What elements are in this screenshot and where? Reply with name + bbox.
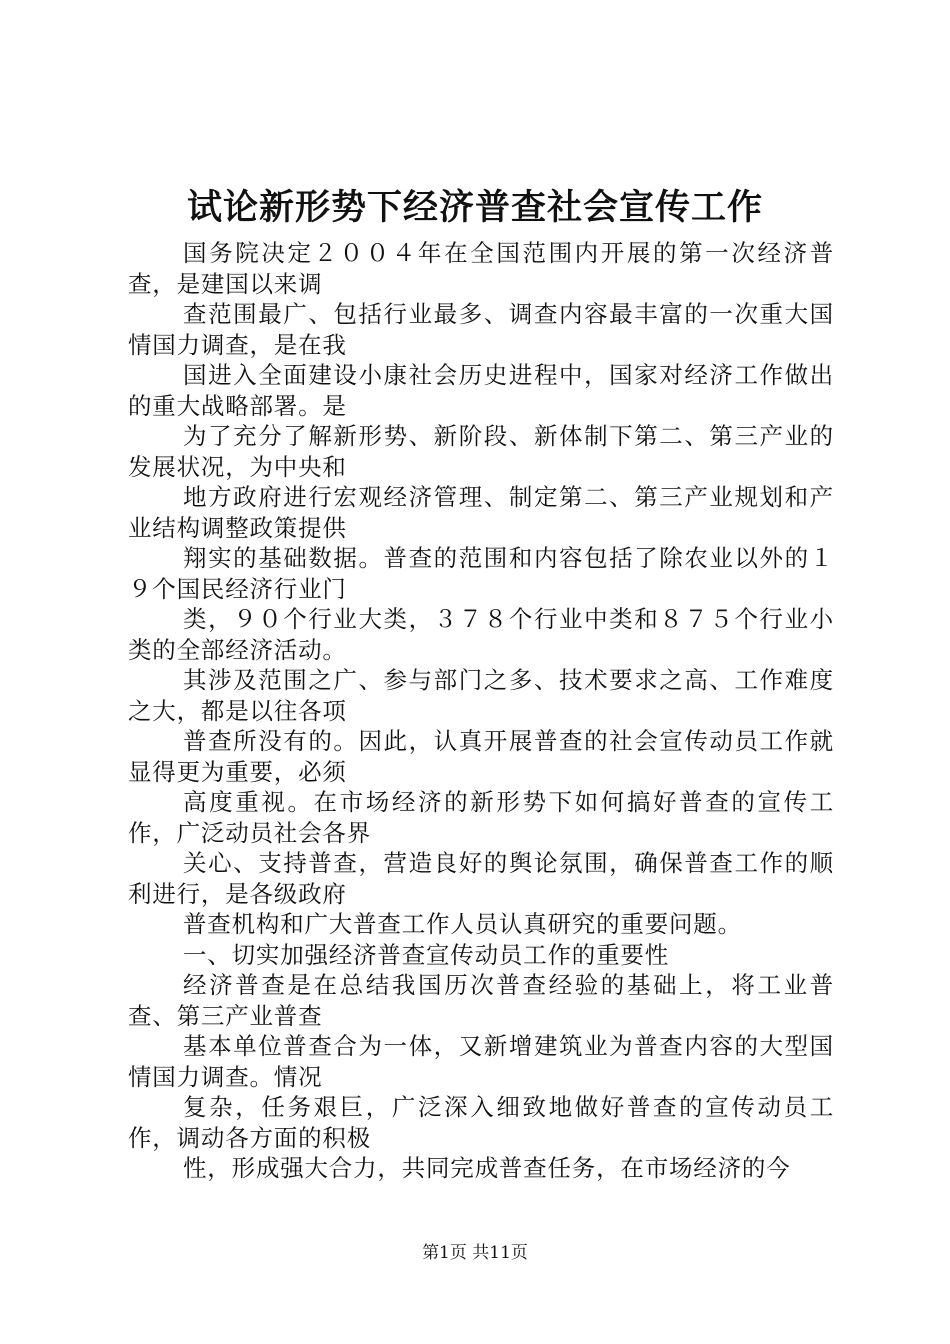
document-title: 试论新形势下经济普查社会宣传工作 <box>186 187 763 228</box>
section-heading: 一、切实加强经济普查宣传动员工作的重要性 <box>183 940 669 969</box>
page-number-footer: 第1页 共11页 <box>422 1243 528 1263</box>
paragraph: 性，形成强大合力，共同完成普查任务，在市场经济的今 <box>183 1154 791 1182</box>
paragraph: 经济普查是在总结我国历次普查经验的基础上，将工业普查、第三产业普查 <box>128 971 834 1030</box>
paragraph: 国进入全面建设小康社会历史进程中，国家对经济工作做出的重大战略部署。是 <box>128 361 834 420</box>
paragraph: 普查所没有的。因此，认真开展普查的社会宣传动员工作就显得更为重要，必须 <box>128 727 834 786</box>
paragraph: 翔实的基础数据。普查的范围和内容包括了除农业以外的１９个国民经济行业门 <box>128 544 834 603</box>
paragraph: 类，９０个行业大类，３７８个行业中类和８７５个行业小类的全部经济活动。 <box>128 605 834 664</box>
paragraph: 关心、支持普查，营造良好的舆论氛围，确保普查工作的顺利进行，是各级政府 <box>128 849 834 908</box>
paragraph: 基本单位普查合为一体，又新增建筑业为普查内容的大型国情国力调查。情况 <box>128 1032 834 1091</box>
paragraph: 为了充分了解新形势、新阶段、新体制下第二、第三产业的发展状况，为中央和 <box>128 422 834 481</box>
document-body <box>128 238 834 1184</box>
paragraph: 查范围最广、包括行业最多、调查内容最丰富的一次重大国情国力调查，是在我 <box>128 300 834 359</box>
paragraph: 其涉及范围之广、参与部门之多、技术要求之高、工作难度之大，都是以往各项 <box>128 666 834 725</box>
paragraph: 复杂，任务艰巨，广泛深入细致地做好普查的宣传动员工作，调动各方面的积极 <box>128 1093 834 1152</box>
paragraph: 普查机构和广大普查工作人员认真研究的重要问题。 <box>183 910 742 938</box>
paragraph: 国务院决定２００４年在全国范围内开展的第一次经济普查，是建国以来调 <box>128 239 834 298</box>
paragraph: 地方政府进行宏观经济管理、制定第二、第三产业规划和产业结构调整政策提供 <box>128 483 834 542</box>
paragraph: 高度重视。在市场经济的新形势下如何搞好普查的宣传工作，广泛动员社会各界 <box>128 788 834 847</box>
